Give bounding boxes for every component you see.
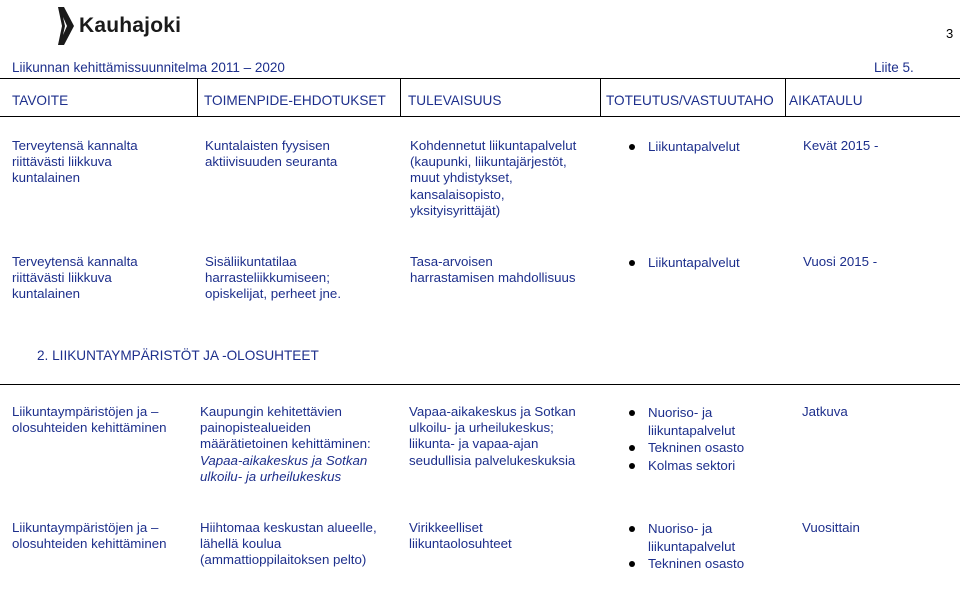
table-row-3-aikataulu: Jatkuva <box>802 404 848 419</box>
list-item: Liikuntapalvelut <box>626 138 740 156</box>
text-line: Kaupungin kehitettävien <box>200 404 342 419</box>
text-line: Terveytensä kannalta <box>12 138 138 153</box>
page-number: 3 <box>946 26 954 41</box>
text-line: Tasa-arvoisen <box>410 254 493 269</box>
table-row-3-tulevaisuus <box>409 404 576 469</box>
appendix-label: Liite 5. <box>874 60 914 75</box>
text-line: liikunta- ja vapaa-ajan <box>409 436 539 452</box>
logo-mark-icon <box>52 5 76 47</box>
text-line: määrätietoinen kehittäminen: <box>200 436 371 452</box>
section-rule <box>0 384 960 385</box>
table-row-2-toimenpide <box>205 254 341 303</box>
table-row-1-aikataulu: Kevät 2015 - <box>803 138 879 153</box>
text-line: olosuhteiden kehittäminen <box>12 420 167 436</box>
column-header-aikataulu: AIKATAULU <box>789 93 863 108</box>
text-line: (kaupunki, liikuntajärjestöt, <box>410 154 567 170</box>
column-header-tulevaisuus: TULEVAISUUS <box>408 93 502 108</box>
text-line: painopistealueiden <box>200 420 311 436</box>
text-line-italic: ulkoilu- ja urheilukeskus <box>200 468 342 484</box>
logo-text: Kauhajoki <box>79 14 182 37</box>
table-row-2-tavoite <box>12 254 138 303</box>
column-header-rule <box>0 116 960 117</box>
text-line: Sisäliikuntatilaa <box>205 254 297 269</box>
column-divider <box>197 79 198 116</box>
table-row-4-aikataulu: Vuosittain <box>802 520 860 535</box>
text-line: Hiihtomaa keskustan alueelle, <box>200 520 377 535</box>
kauhajoki-logo <box>52 5 192 47</box>
column-header-toteutus: TOTEUTUS/VASTUUTAHO <box>606 93 774 108</box>
table-row-4-tavoite <box>12 520 167 552</box>
table-row-4-toteutus <box>626 520 776 573</box>
text-line: liikuntaolosuhteet <box>409 536 512 552</box>
table-row-1-tulevaisuus <box>410 138 576 219</box>
text-line: kuntalainen <box>12 170 81 186</box>
table-row-3-toimenpide <box>200 404 371 485</box>
list-item: Tekninen osasto <box>626 439 776 457</box>
list-item: Kolmas sektori <box>626 457 776 475</box>
header-rule <box>0 78 960 79</box>
text-line: aktiivisuuden seuranta <box>205 154 338 170</box>
text-line: olosuhteiden kehittäminen <box>12 536 167 552</box>
text-line: kuntalainen <box>12 286 81 302</box>
text-line: lähellä koulua <box>200 536 282 552</box>
column-divider <box>400 79 401 116</box>
list-item: Nuoriso- ja liikuntapalvelut <box>626 520 776 555</box>
column-header-tavoite: TAVOITE <box>12 93 69 108</box>
table-row-2-toteutus <box>626 254 740 272</box>
text-line: Kohdennetut liikuntapalvelut <box>410 138 577 153</box>
text-line: ulkoilu- ja urheilukeskus; <box>409 420 554 436</box>
text-line: harrasteliikkumiseen; <box>205 270 330 286</box>
table-row-1-toteutus <box>626 138 740 156</box>
table-row-3-tavoite <box>12 404 167 436</box>
text-line: harrastamisen mahdollisuus <box>410 270 576 286</box>
table-row-2-aikataulu: Vuosi 2015 - <box>803 254 878 269</box>
text-line: muut yhdistykset, <box>410 170 513 186</box>
section-title <box>37 348 319 363</box>
table-row-2-tulevaisuus <box>410 254 576 286</box>
table-row-4-tulevaisuus <box>409 520 512 552</box>
table-row-3-toteutus <box>626 404 776 474</box>
table-row-1-toimenpide <box>205 138 337 170</box>
text-line: kansalaisopisto, <box>410 186 505 202</box>
column-header-toimenpide: TOIMENPIDE-EHDOTUKSET <box>204 93 386 108</box>
text-line: riittävästi liikkuva <box>12 154 112 170</box>
list-item: Tekninen osasto <box>626 555 776 573</box>
text-line: Terveytensä kannalta <box>12 254 138 269</box>
text-line: (ammattioppilaitoksen pelto) <box>200 552 367 568</box>
text-line: seudullisia palvelukeskuksia <box>409 452 576 468</box>
list-item: Nuoriso- ja liikuntapalvelut <box>626 404 776 439</box>
text-line: Liikuntaympäristöjen ja – <box>12 520 159 535</box>
text-line: opiskelijat, perheet jne. <box>205 286 342 302</box>
column-divider <box>785 79 786 116</box>
text-line: Liikuntaympäristöjen ja – <box>12 404 159 419</box>
table-row-4-toimenpide <box>200 520 377 569</box>
text-line: Virikkeelliset <box>409 520 483 535</box>
text-line: yksityisyrittäjät) <box>410 202 501 218</box>
text-line: Kuntalaisten fyysisen <box>205 138 330 153</box>
column-divider <box>600 79 601 116</box>
text-line-italic: Vapaa-aikakeskus ja Sotkan <box>200 452 368 468</box>
list-item: Liikuntapalvelut <box>626 254 740 272</box>
document-title: Liikunnan kehittämissuunnitelma 2011 – 2020 <box>12 60 285 75</box>
text-line: riittävästi liikkuva <box>12 270 112 286</box>
text-line: Vapaa-aikakeskus ja Sotkan <box>409 404 576 419</box>
table-row-1-tavoite <box>12 138 138 187</box>
section-title-text: 2. LIIKUNTAYMPÄRISTÖT JA -OLOSUHTEET <box>37 348 319 363</box>
